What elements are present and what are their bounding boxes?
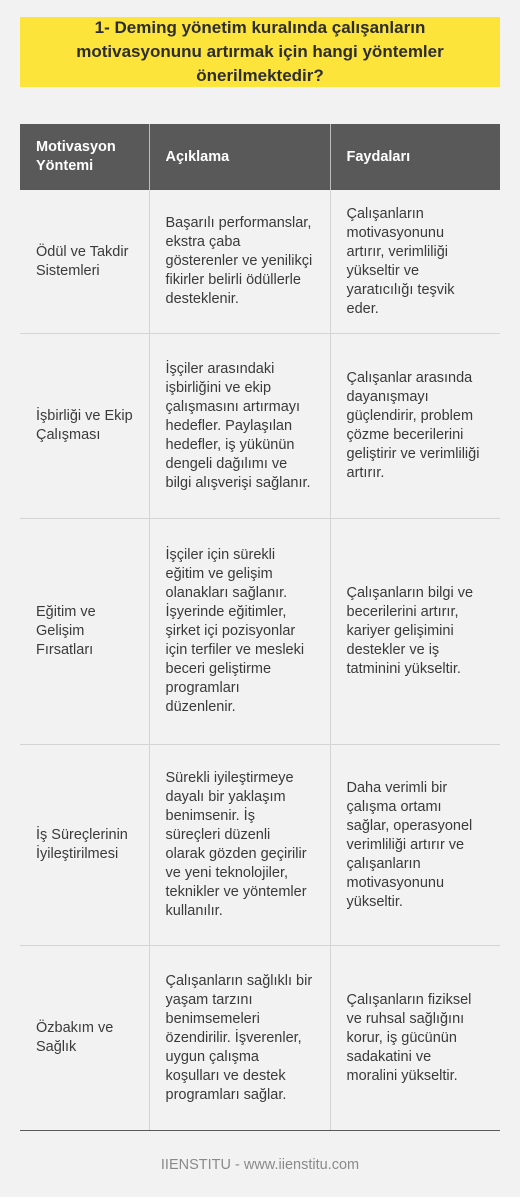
table-header-row: [20, 124, 500, 190]
cell-description: İşçiler arasındaki işbirliğini ve ekip çalışmasını artırmayı hedefler. Paylaşılan hedefler, iş yükünün dengeli dağılımı ve bilgi alışverişi sağlanır.: [149, 334, 330, 519]
cell-description: Çalışanların sağlıklı bir yaşam tarzını benimsemeleri özendirilir. İşverenler, uygun çalışma koşulları ve destek programları sağlar.: [149, 946, 330, 1131]
header-description: Açıklama: [149, 124, 330, 190]
cell-method: İş Süreçlerinin İyileştirilmesi: [20, 745, 149, 946]
cell-method: Özbakım ve Sağlık: [20, 946, 149, 1131]
cell-benefits: Çalışanların fiziksel ve ruhsal sağlığını korur, iş gücünün sadakatini ve moralini yükseltir.: [330, 946, 500, 1131]
cell-method: Ödül ve Takdir Sistemleri: [20, 190, 149, 334]
table-row: [20, 334, 500, 519]
table-row: [20, 946, 500, 1131]
question-text: 1- Deming yönetim kuralında çalışanların motivasyonunu artırmak için hangi yöntemler önerilmektedir?: [76, 18, 444, 85]
header-method: Motivasyon Yöntemi: [20, 124, 149, 190]
header-benefits: Faydaları: [330, 124, 500, 190]
cell-benefits: Çalışanların bilgi ve becerilerini artırır, kariyer gelişimini destekler ve iş tatminini yükseltir.: [330, 519, 500, 745]
cell-benefits: Daha verimli bir çalışma ortamı sağlar, operasyonel verimliliği artırır ve çalışanların motivasyonunu yükseltir.: [330, 745, 500, 946]
motivation-table: [20, 124, 500, 1131]
table-row: [20, 190, 500, 334]
question-banner: [20, 17, 500, 87]
cell-description: Sürekli iyileştirmeye dayalı bir yaklaşım benimsenir. İş süreçleri düzenli olarak gözden geçirilir ve yeni teknolojiler, teknikler ve yöntemler kullanılır.: [149, 745, 330, 946]
cell-benefits: Çalışanlar arasında dayanışmayı güçlendirir, problem çözme becerilerini geliştirir ve verimliliği artırır.: [330, 334, 500, 519]
cell-description: İşçiler için sürekli eğitim ve gelişim olanakları sağlanır. İşyerinde eğitimler, şirket içi pozisyonlar için terfiler ve mesleki beceri geliştirme programları düzenlenir.: [149, 519, 330, 745]
footer-text: IIENSTITU - www.iienstitu.com: [160, 1157, 360, 1173]
table-row: [20, 745, 500, 946]
cell-benefits: Çalışanların motivasyonunu artırır, verimliliği yükseltir ve yaratıcılığı teşvik eder.: [330, 190, 500, 334]
table-row: [20, 519, 500, 745]
cell-method: Eğitim ve Gelişim Fırsatları: [20, 519, 149, 745]
cell-method: İşbirliği ve Ekip Çalışması: [20, 334, 149, 519]
cell-description: Başarılı performanslar, ekstra çaba gösterenler ve yenilikçi fikirler belirli ödüllerle desteklenir.: [149, 190, 330, 334]
